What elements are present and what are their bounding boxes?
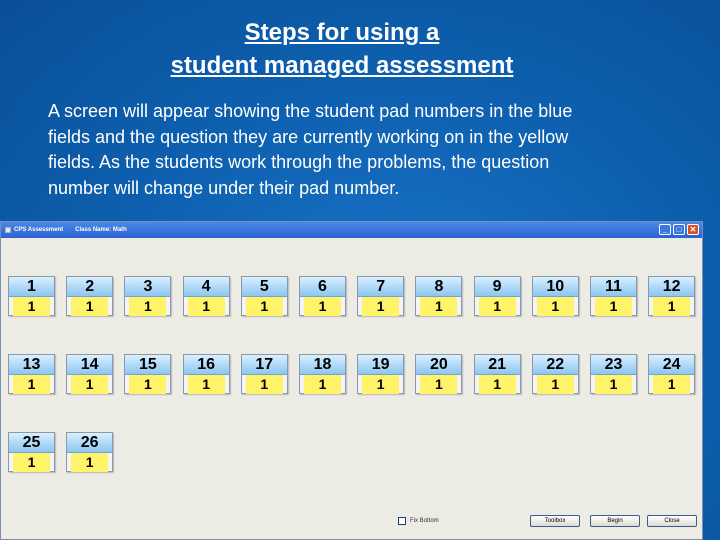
pad-number: 12 bbox=[649, 277, 694, 297]
question-number: 1 bbox=[13, 453, 50, 472]
question-number: 1 bbox=[420, 375, 457, 394]
question-number: 1 bbox=[537, 297, 574, 316]
student-pad[interactable] bbox=[66, 354, 113, 394]
student-pad[interactable] bbox=[183, 276, 230, 316]
question-number: 1 bbox=[188, 297, 225, 316]
question-number: 1 bbox=[246, 297, 283, 316]
description-line: number will change under their pad number. bbox=[48, 177, 400, 198]
question-number: 1 bbox=[71, 375, 108, 394]
student-pad[interactable] bbox=[299, 276, 346, 316]
pad-number: 10 bbox=[533, 277, 578, 297]
pad-number: 11 bbox=[591, 277, 636, 297]
description-line: fields. As the students work through the problems, the question bbox=[48, 152, 550, 172]
pad-number: 20 bbox=[416, 355, 461, 375]
question-number: 1 bbox=[188, 375, 225, 394]
question-number: 1 bbox=[362, 375, 399, 394]
pad-number: 13 bbox=[9, 355, 54, 375]
begin-button[interactable]: Begin bbox=[590, 515, 640, 527]
question-number: 1 bbox=[13, 375, 50, 394]
pad-number: 3 bbox=[125, 277, 170, 297]
slide-title bbox=[0, 16, 684, 82]
question-number: 1 bbox=[304, 375, 341, 394]
slide-description bbox=[48, 99, 648, 201]
maximize-button[interactable]: □ bbox=[673, 224, 685, 235]
pad-number: 25 bbox=[9, 433, 54, 453]
class-name-label: Class Name: Math bbox=[75, 227, 127, 233]
pad-number: 15 bbox=[125, 355, 170, 375]
description-line: fields and the question they are currently working on in the yellow bbox=[48, 126, 569, 147]
student-pad[interactable] bbox=[648, 354, 695, 394]
student-pad[interactable] bbox=[532, 354, 579, 394]
pad-number: 7 bbox=[358, 277, 403, 297]
student-pad[interactable] bbox=[124, 354, 171, 394]
pad-number: 18 bbox=[300, 355, 345, 375]
fix-bottom-label: Fix Bottom bbox=[410, 518, 439, 524]
pad-number: 16 bbox=[184, 355, 229, 375]
pad-number: 4 bbox=[184, 277, 229, 297]
close-window-button[interactable]: ✕ bbox=[687, 224, 699, 235]
question-number: 1 bbox=[129, 375, 166, 394]
assessment-window bbox=[0, 221, 703, 540]
student-pad[interactable] bbox=[241, 354, 288, 394]
student-pad[interactable] bbox=[66, 432, 113, 472]
question-number: 1 bbox=[653, 375, 690, 394]
app-icon bbox=[5, 227, 11, 233]
student-pad[interactable] bbox=[415, 354, 462, 394]
student-pad[interactable] bbox=[8, 432, 55, 472]
close-button[interactable]: Close bbox=[647, 515, 697, 527]
question-number: 1 bbox=[129, 297, 166, 316]
pad-number: 19 bbox=[358, 355, 403, 375]
pad-number: 2 bbox=[67, 277, 112, 297]
student-pad[interactable] bbox=[183, 354, 230, 394]
student-pad[interactable] bbox=[532, 276, 579, 316]
question-number: 1 bbox=[71, 297, 108, 316]
pad-number: 23 bbox=[591, 355, 636, 375]
minimize-button[interactable]: _ bbox=[659, 224, 671, 235]
student-pad[interactable] bbox=[590, 276, 637, 316]
slide-title-line-1: Steps for using a bbox=[244, 19, 440, 46]
description-line: A screen will appear showing the student pad numbers in the blue bbox=[48, 101, 573, 121]
student-pad[interactable] bbox=[241, 276, 288, 316]
pad-number: 6 bbox=[300, 277, 345, 297]
pad-number: 8 bbox=[416, 277, 461, 297]
pad-number: 14 bbox=[67, 355, 112, 375]
student-pad[interactable] bbox=[8, 276, 55, 316]
question-number: 1 bbox=[13, 297, 50, 316]
question-number: 1 bbox=[420, 297, 457, 316]
pad-number: 22 bbox=[533, 355, 578, 375]
question-number: 1 bbox=[362, 297, 399, 316]
fix-bottom-checkbox[interactable] bbox=[398, 517, 406, 525]
question-number: 1 bbox=[595, 297, 632, 316]
student-pad[interactable] bbox=[357, 276, 404, 316]
student-pad[interactable] bbox=[415, 276, 462, 316]
student-pad[interactable] bbox=[590, 354, 637, 394]
question-number: 1 bbox=[304, 297, 341, 316]
fix-bottom-option[interactable] bbox=[398, 517, 439, 525]
slide-title-line-2: student managed assessment bbox=[170, 52, 514, 79]
question-number: 1 bbox=[246, 375, 283, 394]
pad-grid bbox=[1, 238, 702, 508]
question-number: 1 bbox=[479, 375, 516, 394]
student-pad[interactable] bbox=[474, 276, 521, 316]
question-number: 1 bbox=[479, 297, 516, 316]
pad-number: 1 bbox=[9, 277, 54, 297]
pad-number: 26 bbox=[67, 433, 112, 453]
pad-number: 5 bbox=[242, 277, 287, 297]
toolbox-button[interactable]: Toolbox bbox=[530, 515, 580, 527]
student-pad[interactable] bbox=[474, 354, 521, 394]
student-pad[interactable] bbox=[66, 276, 113, 316]
window-titlebar[interactable] bbox=[1, 222, 702, 238]
question-number: 1 bbox=[537, 375, 574, 394]
window-controls bbox=[659, 224, 699, 235]
pad-number: 21 bbox=[475, 355, 520, 375]
pad-number: 24 bbox=[649, 355, 694, 375]
student-pad[interactable] bbox=[357, 354, 404, 394]
question-number: 1 bbox=[595, 375, 632, 394]
student-pad[interactable] bbox=[8, 354, 55, 394]
bottom-bar bbox=[1, 508, 702, 539]
student-pad[interactable] bbox=[299, 354, 346, 394]
pad-number: 9 bbox=[475, 277, 520, 297]
pad-number: 17 bbox=[242, 355, 287, 375]
question-number: 1 bbox=[653, 297, 690, 316]
student-pad[interactable] bbox=[124, 276, 171, 316]
student-pad[interactable] bbox=[648, 276, 695, 316]
window-title: CPS Assessment bbox=[14, 227, 64, 233]
question-number: 1 bbox=[71, 453, 108, 472]
